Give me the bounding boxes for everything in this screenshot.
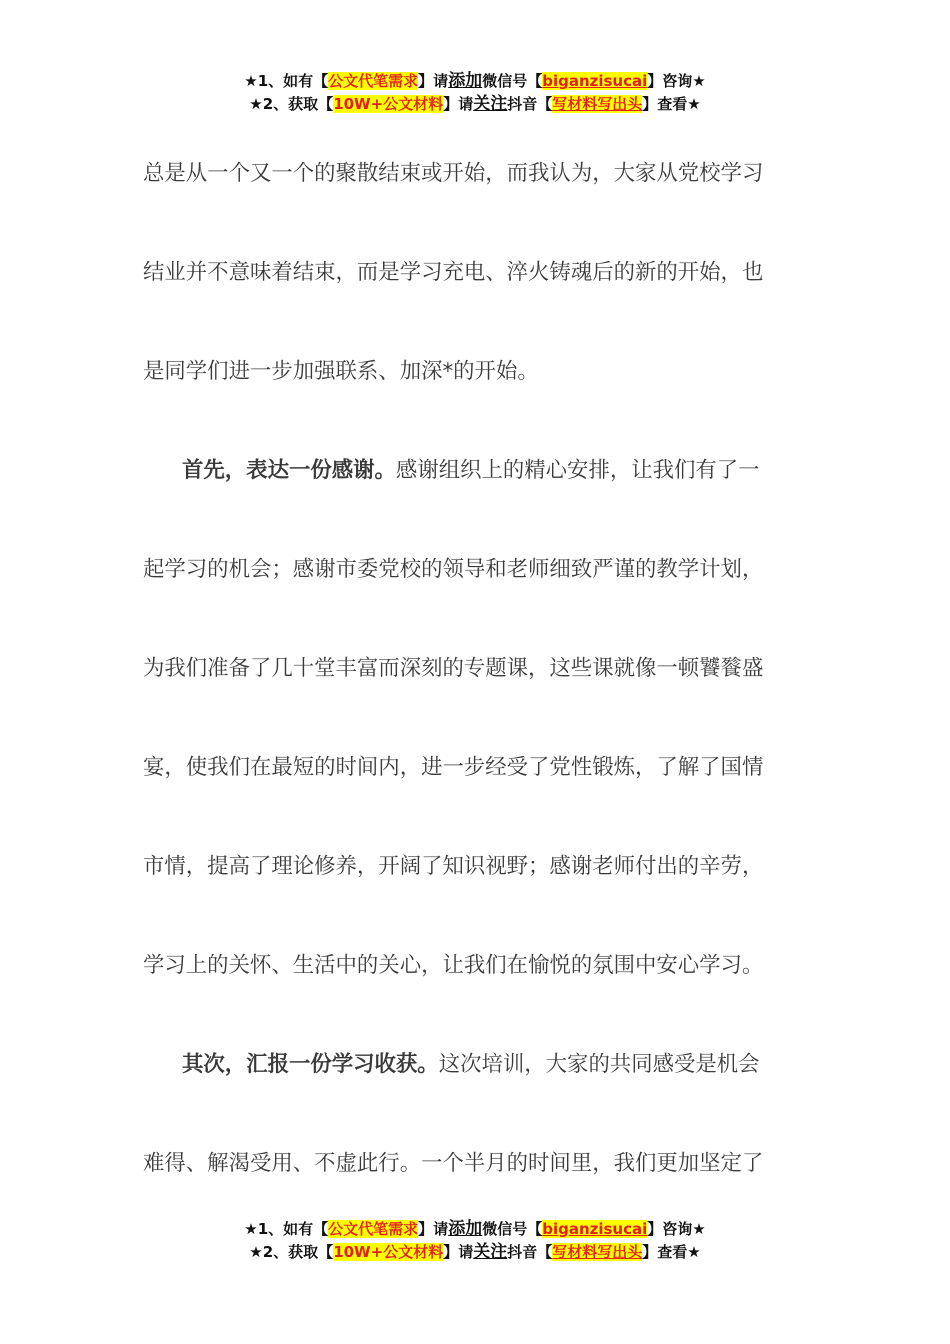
paragraph-heading: 首先，表达一份感谢。 xyxy=(182,458,396,483)
wechat-id-link[interactable]: biganzisucai xyxy=(542,72,648,90)
text-line xyxy=(143,1015,808,1114)
paragraph-2 xyxy=(143,421,808,1015)
highlight-service: 公文代笔需求 xyxy=(328,1220,419,1238)
underlined-text: 关注 xyxy=(473,1242,508,1262)
banner-text: 抖音【 xyxy=(507,95,553,113)
douyin-account-link[interactable]: 写材料写出头 xyxy=(552,95,643,113)
highlight-service: 公文代笔需求 xyxy=(328,72,419,90)
text-line: 起学习的机会；感谢市委党校的领导和老师细致严谨的教学计划， xyxy=(143,557,764,582)
text-line xyxy=(143,421,808,520)
banner-text: 】请 xyxy=(418,1220,449,1238)
banner-line-1 xyxy=(0,1218,950,1241)
banner-text: 】咨询★ xyxy=(647,1220,706,1238)
text-line: 市情，提高了理论修养，开阔了知识视野；感谢老师付出的辛劳， xyxy=(143,854,764,879)
banner-text: 】咨询★ xyxy=(647,72,706,90)
banner-text: 】查看★ xyxy=(642,95,701,113)
text-line: 宴，使我们在最短的时间内，进一步经受了党性锻炼，了解了国情 xyxy=(143,755,764,780)
text-line: 学习上的关怀、生活中的关心，让我们在愉悦的氛围中安心学习。 xyxy=(143,953,764,978)
underlined-text: 添加 xyxy=(448,1219,483,1239)
paragraph-1 xyxy=(143,124,808,421)
banner-text: 微信号【 xyxy=(482,1220,543,1238)
banner-line-2 xyxy=(0,93,950,116)
paragraph-3 xyxy=(143,1015,808,1213)
banner-text: 】查看★ xyxy=(642,1243,701,1261)
douyin-account-link[interactable]: 写材料写出头 xyxy=(552,1243,643,1261)
banner-text: ★1、如有【 xyxy=(244,1220,329,1238)
banner-text: ★1、如有【 xyxy=(244,72,329,90)
header-banner xyxy=(0,70,950,116)
document-body xyxy=(143,124,808,1213)
banner-text: 】请 xyxy=(443,1243,474,1261)
banner-text: ★2、获取【 xyxy=(249,95,334,113)
highlight-materials: 10W+公文材料 xyxy=(333,1243,444,1261)
banner-line-1 xyxy=(0,70,950,93)
text-line: 为我们准备了几十堂丰富而深刻的专题课，这些课就像一顿饕餮盛 xyxy=(143,656,764,681)
text-fragment: 这次培训，大家的共同感受是机会 xyxy=(438,1052,760,1077)
footer-banner xyxy=(0,1218,950,1264)
banner-text: 】请 xyxy=(443,95,474,113)
underlined-text: 关注 xyxy=(473,94,508,114)
banner-text: 抖音【 xyxy=(507,1243,553,1261)
text-line: 难得、解渴受用、不虚此行。一个半月的时间里，我们更加坚定了 xyxy=(143,1151,764,1176)
banner-text: 】请 xyxy=(418,72,449,90)
wechat-id-link[interactable]: biganzisucai xyxy=(542,1220,648,1238)
banner-text: 微信号【 xyxy=(482,72,543,90)
underlined-text: 添加 xyxy=(448,71,483,91)
text-line: 总是从一个又一个的聚散结束或开始，而我认为，大家从党校学习 xyxy=(143,161,764,186)
highlight-materials: 10W+公文材料 xyxy=(333,95,444,113)
paragraph-heading: 其次，汇报一份学习收获。 xyxy=(182,1052,439,1077)
text-line: 是同学们进一步加强联系、加深*的开始。 xyxy=(143,359,539,384)
banner-text: ★2、获取【 xyxy=(249,1243,334,1261)
banner-line-2 xyxy=(0,1241,950,1264)
text-line: 结业并不意味着结束，而是学习充电、淬火铸魂后的新的开始，也 xyxy=(143,260,764,285)
text-fragment: 感谢组织上的精心安排，让我们有了一 xyxy=(395,458,760,483)
